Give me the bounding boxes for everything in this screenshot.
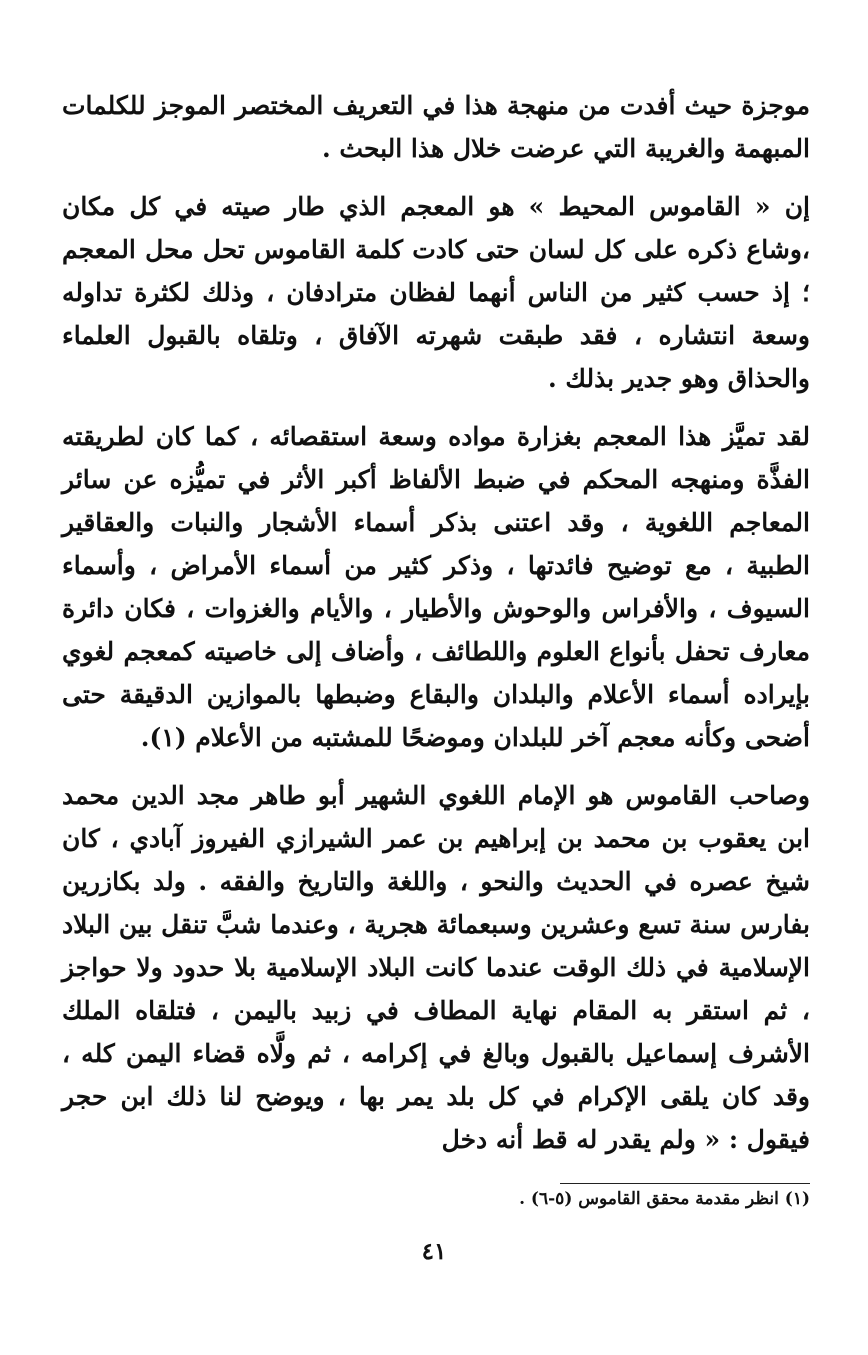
footnote: (١) انظر مقدمة محقق القاموس (٥-٦) .	[519, 1189, 810, 1209]
paragraph-2: إن « القاموس المحيط » هو المعجم الذي طار صيته في كل مكان ،وشاع ذكره على كل لسان حتى كادت كلمة القاموس تحل محل المعجم ؛ إذ حسب كثير من الناس أنهما لفظان مترادفان ، وذلك لكثرة تداوله وسعة انتشاره ، فقد طبقت شهرته الآفاق ، وتلقاه بالقبول العلماء والحذاق وهو جدير بذلك .	[62, 192, 810, 393]
footnote-divider	[560, 1183, 810, 1184]
paragraph-3: لقد تميَّز هذا المعجم بغزارة مواده وسعة استقصائه ، كما كان لطريقته الفذَّة ومنهجه المحكم في ضبط الألفاظ أكبر الأثر في تميُّزه عن سائر المعاجم اللغوية ، وقد اعتنى بذكر أسماء الأشجار والنبات والعقاقير الطبية ، مع توضيح فائدتها ، وذكر كثير من أسماء الأمراض ، وأسماء السيوف ، والأفراس والوحوش والأطيار ، والأيام والغزوات ، فكان دائرة معارف تحفل بأنواع العلوم واللطائف ، وأضاف إلى خاصيته كمعجم لغوي بإيراده أسماء الأعلام والبلدان والبقاع وضبطها بالموازين الدقيقة حتى أضحى وكأنه معجم آخر للبلدان وموضحًا للمشتبه من الأعلام (١).	[62, 422, 810, 752]
paragraph-1: موجزة حيث أفدت من منهجة هذا في التعريف المختصر الموجز للكلمات المبهمة والغريبة التي عرضت خلال هذا البحث .	[62, 91, 810, 163]
body-text	[62, 84, 810, 1176]
paragraph-4: وصاحب القاموس هو الإمام اللغوي الشهير أبو طاهر مجد الدين محمد ابن يعقوب بن محمد بن إبراهيم بن عمر الشيرازي الفيروز آبادي ، كان شيخ عصره في الحديث والنحو ، واللغة والتاريخ والفقه . ولد بكازرين بفارس سنة تسع وعشرين وسبعمائة هجرية ، وعندما شبَّ تنقل بين البلاد الإسلامية في ذلك الوقت عندما كانت البلاد الإسلامية بلا حدود ولا حواجز ، ثم استقر به المقام نهاية المطاف في زبيد باليمن ، فتلقاه الملك الأشرف إسماعيل بالقبول وبالغ في إكرامه ، ثم ولَّاه قضاء اليمن كله ، وقد كان يلقى الإكرام في كل بلد يمر بها ، ويوضح لنا ذلك ابن حجر فيقول : « ولم يقدر له قط أنه دخل	[62, 781, 810, 1154]
page-number: ٤١	[421, 1238, 447, 1265]
